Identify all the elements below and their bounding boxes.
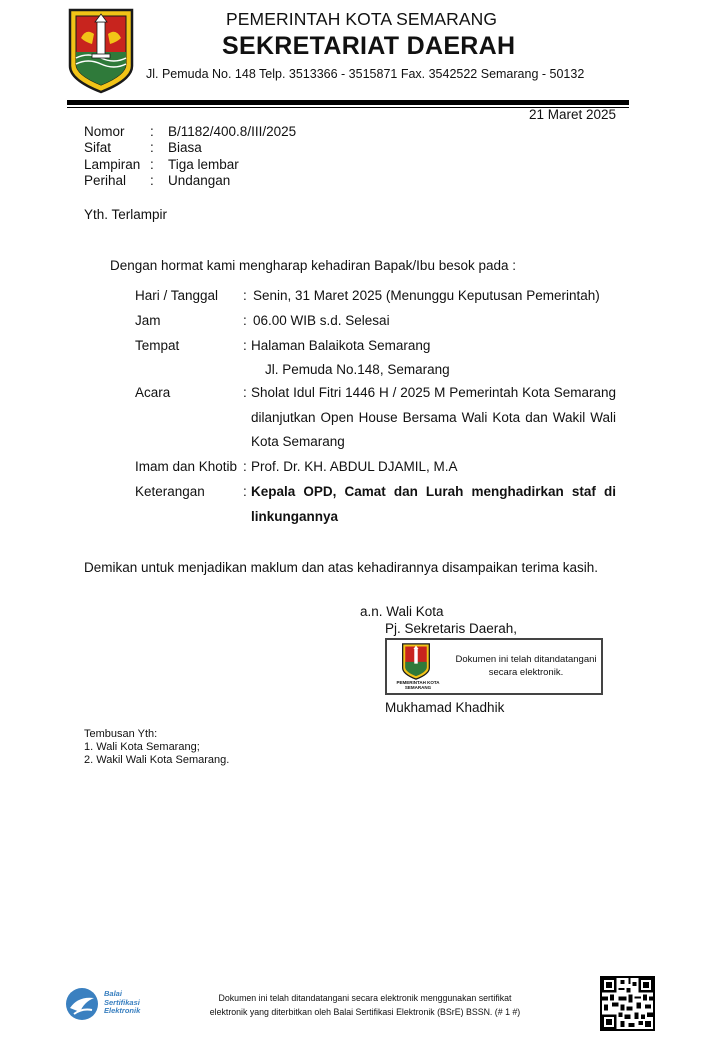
- letterhead-divider: [67, 100, 629, 105]
- meta-label-sifat: Sifat: [84, 140, 112, 155]
- meta-value-sifat: Biasa: [168, 140, 202, 155]
- detail-label-note: Keterangan: [135, 484, 205, 499]
- detail-label-day: Hari / Tanggal: [135, 288, 219, 303]
- meta-colon: :: [150, 124, 154, 139]
- detail-value-event: Sholat Idul Fitri 1446 H / 2025 M Pemerintah Kota Semarang dilanjutkan Open House Bersama Wali Kota dan Wakil Wali Kota Semarang: [251, 385, 616, 449]
- bsre-logo-icon: [64, 986, 100, 1022]
- meta-value-perihal: Undangan: [168, 173, 231, 188]
- city-emblem-icon: [68, 8, 134, 94]
- meta-colon: :: [150, 173, 154, 188]
- closing-paragraph: Demikan untuk menjadikan maklum dan atas kehadirannya disampaikan terima kasih.: [84, 560, 599, 575]
- cc-item: 2. Wakil Wali Kota Semarang.: [84, 754, 230, 766]
- stamp-caption: PEMERINTAH KOTA SEMARANG: [396, 680, 440, 690]
- detail-value-day: Senin, 31 Maret 2025 (Menunggu Keputusan Pemerintah): [253, 288, 600, 303]
- meta-colon: :: [150, 140, 154, 155]
- opening-line: Dengan hormat kami mengharap kehadiran Bapak/Ibu besok pada :: [110, 258, 517, 273]
- government-name: PEMERINTAH KOTA SEMARANG: [226, 9, 498, 29]
- letter-date: 21 Maret 2025: [528, 107, 616, 122]
- bsre-name: Balai Sertifikasi Elektronik: [104, 989, 141, 1015]
- electronic-signature-stamp: [385, 638, 603, 695]
- recipient: Yth. Terlampir: [84, 207, 168, 222]
- meta-label-lampiran: Lampiran: [84, 157, 141, 172]
- office-address: Jl. Pemuda No. 148 Telp. 3513366 - 3515871 Fax. 3542522 Semarang - 50132: [146, 67, 585, 81]
- footer-note: Dokumen ini telah ditandatangani secara elektronik menggunakan sertifikat elektronik yang diterbitkan oleh Balai Sertifikasi Elektronik (BSrE) BSSN. (# 1 #): [209, 993, 521, 1017]
- detail-value-place-1: Halaman Balaikota Semarang: [251, 338, 431, 353]
- meta-label-perihal: Perihal: [84, 173, 127, 188]
- office-name: SEKRETARIAT DAERAH: [222, 32, 516, 60]
- stamp-text: Dokumen ini telah ditandatangani secara elektronik.: [455, 654, 597, 678]
- detail-value-place-2: Jl. Pemuda No.148, Semarang: [265, 362, 450, 377]
- detail-colon: :: [243, 484, 247, 499]
- signature-position: Pj. Sekretaris Daerah,: [385, 621, 518, 636]
- meta-value-nomor: B/1182/400.8/III/2025: [168, 124, 297, 139]
- detail-label-event: Acara: [135, 385, 171, 400]
- detail-colon: :: [243, 288, 247, 303]
- detail-colon: :: [243, 459, 247, 474]
- detail-value-imam: Prof. Dr. KH. ABDUL DJAMIL, M.A: [251, 459, 458, 474]
- detail-label-imam: Imam dan Khotib: [135, 459, 238, 474]
- detail-label-time: Jam: [135, 313, 161, 328]
- detail-value-time: 06.00 WIB s.d. Selesai: [253, 313, 390, 328]
- detail-colon: :: [243, 338, 247, 353]
- city-emblem-icon: [401, 643, 431, 680]
- signatory-name: Mukhamad Khadhik: [385, 700, 505, 715]
- meta-value-lampiran: Tiga lembar: [168, 157, 239, 172]
- detail-colon: :: [243, 385, 247, 400]
- detail-label-place: Tempat: [135, 338, 180, 353]
- detail-colon: :: [243, 313, 247, 328]
- detail-value-note: Kepala OPD, Camat dan Lurah menghadirkan staf di linkungannya: [251, 484, 616, 524]
- meta-label-nomor: Nomor: [84, 124, 125, 139]
- cc-item: 1. Wali Kota Semarang;: [84, 741, 200, 753]
- signature-on-behalf: a.n. Wali Kota: [360, 604, 444, 619]
- meta-colon: :: [150, 157, 154, 172]
- cc-title: Tembusan Yth:: [84, 728, 158, 740]
- qr-code-icon: [600, 976, 655, 1031]
